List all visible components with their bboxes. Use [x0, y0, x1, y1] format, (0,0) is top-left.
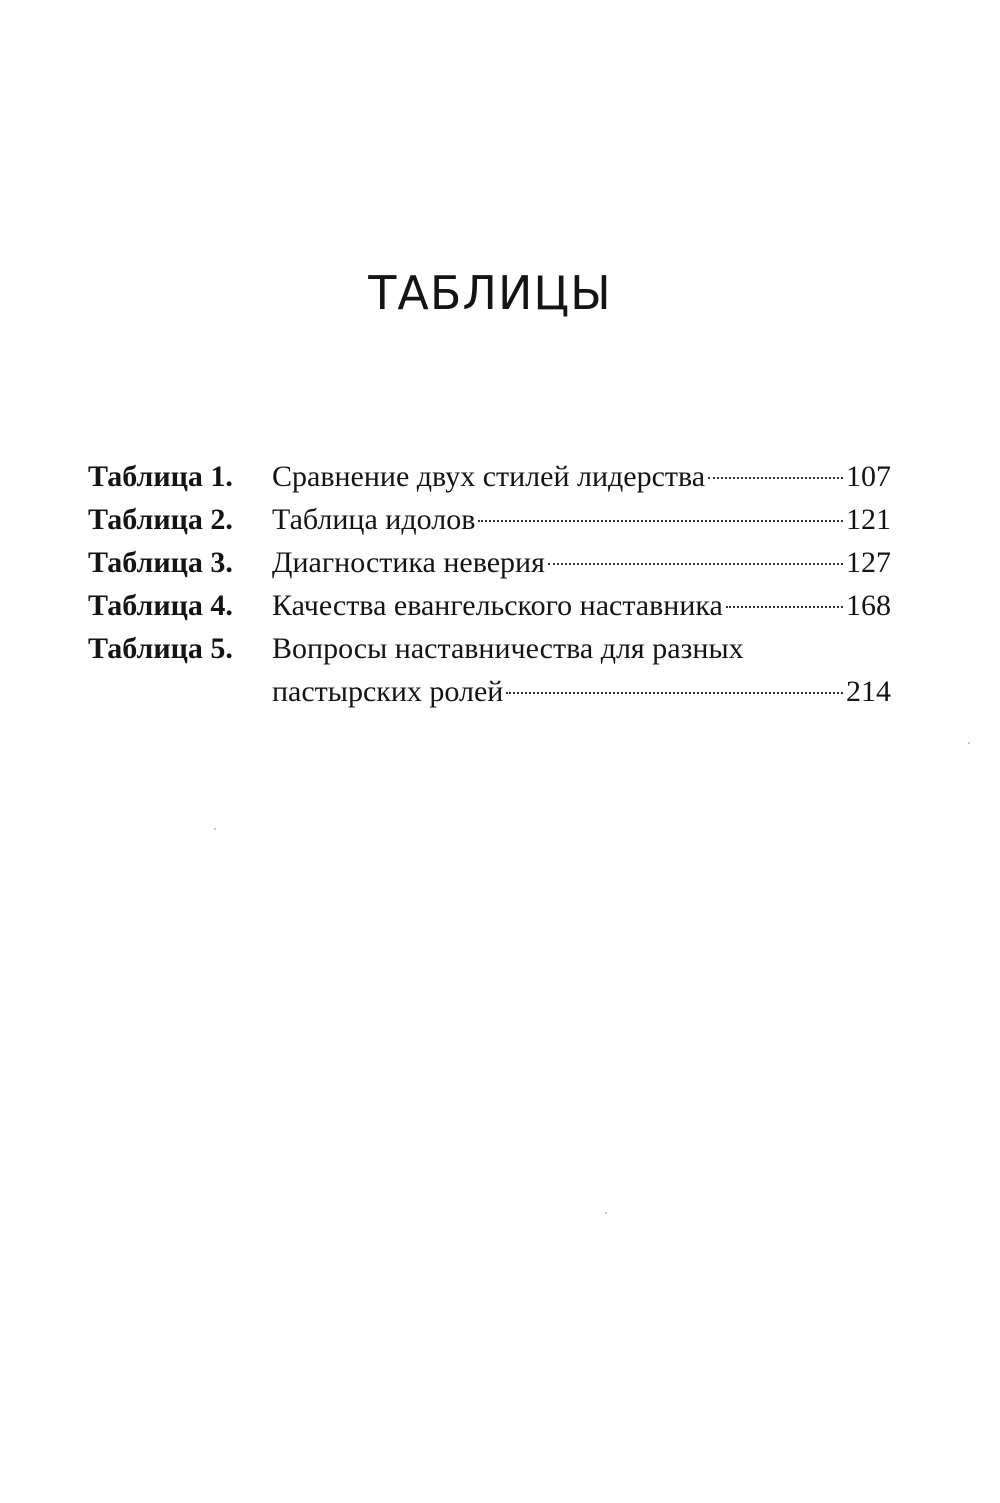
toc-entry-page-number: 107 [846, 460, 891, 493]
toc-entry-5 [88, 627, 891, 713]
toc-line [272, 541, 891, 584]
toc-line [272, 670, 891, 713]
toc-entry-page-number: 127 [846, 546, 891, 579]
toc-line [272, 455, 891, 498]
dot-leader [726, 606, 843, 608]
toc-entry-1 [88, 455, 891, 498]
toc-line [272, 627, 891, 670]
toc-entry-title: Сравнение двух стилей лидерства [272, 460, 706, 493]
toc-entry-label: Таблица 3. [88, 546, 233, 579]
toc-entry-page-number: 214 [846, 675, 891, 708]
toc-entry-body [272, 541, 891, 584]
toc-entry-3 [88, 541, 891, 584]
dot-leader [708, 477, 843, 479]
toc-entry-label: Таблица 5. [88, 632, 233, 665]
scan-speck [968, 742, 970, 744]
toc-entry-body [272, 584, 891, 627]
toc-entry-page-number: 168 [846, 589, 891, 622]
toc-entry-title: Таблица идолов [272, 503, 476, 536]
toc-entry-body [272, 498, 891, 541]
scan-speck [605, 1212, 607, 1214]
toc-entry-2 [88, 498, 891, 541]
toc-entry-label: Таблица 2. [88, 503, 233, 536]
dot-leader [506, 692, 843, 694]
toc-entry-title-line-1: Вопросы наставничества для разных [272, 632, 744, 665]
toc-line [272, 498, 891, 541]
dot-leader [478, 520, 843, 522]
dot-leader [548, 563, 843, 565]
toc-entry-page-number: 121 [846, 503, 891, 536]
toc-entry-body [272, 627, 891, 713]
toc-line [272, 584, 891, 627]
tables-list [88, 455, 891, 713]
toc-entry-body [272, 455, 891, 498]
toc-entry-title-line-2: пастырских ролей [272, 675, 504, 708]
page-title: ТАБЛИЦЫ [368, 266, 612, 320]
toc-entry-title: Качества евангельского наставника [272, 589, 723, 622]
toc-entry-label: Таблица 4. [88, 589, 233, 622]
toc-entry-title: Диагностика неверия [272, 546, 545, 579]
toc-entry-4 [88, 584, 891, 627]
scan-speck [214, 828, 216, 830]
toc-entry-label: Таблица 1. [88, 460, 233, 493]
